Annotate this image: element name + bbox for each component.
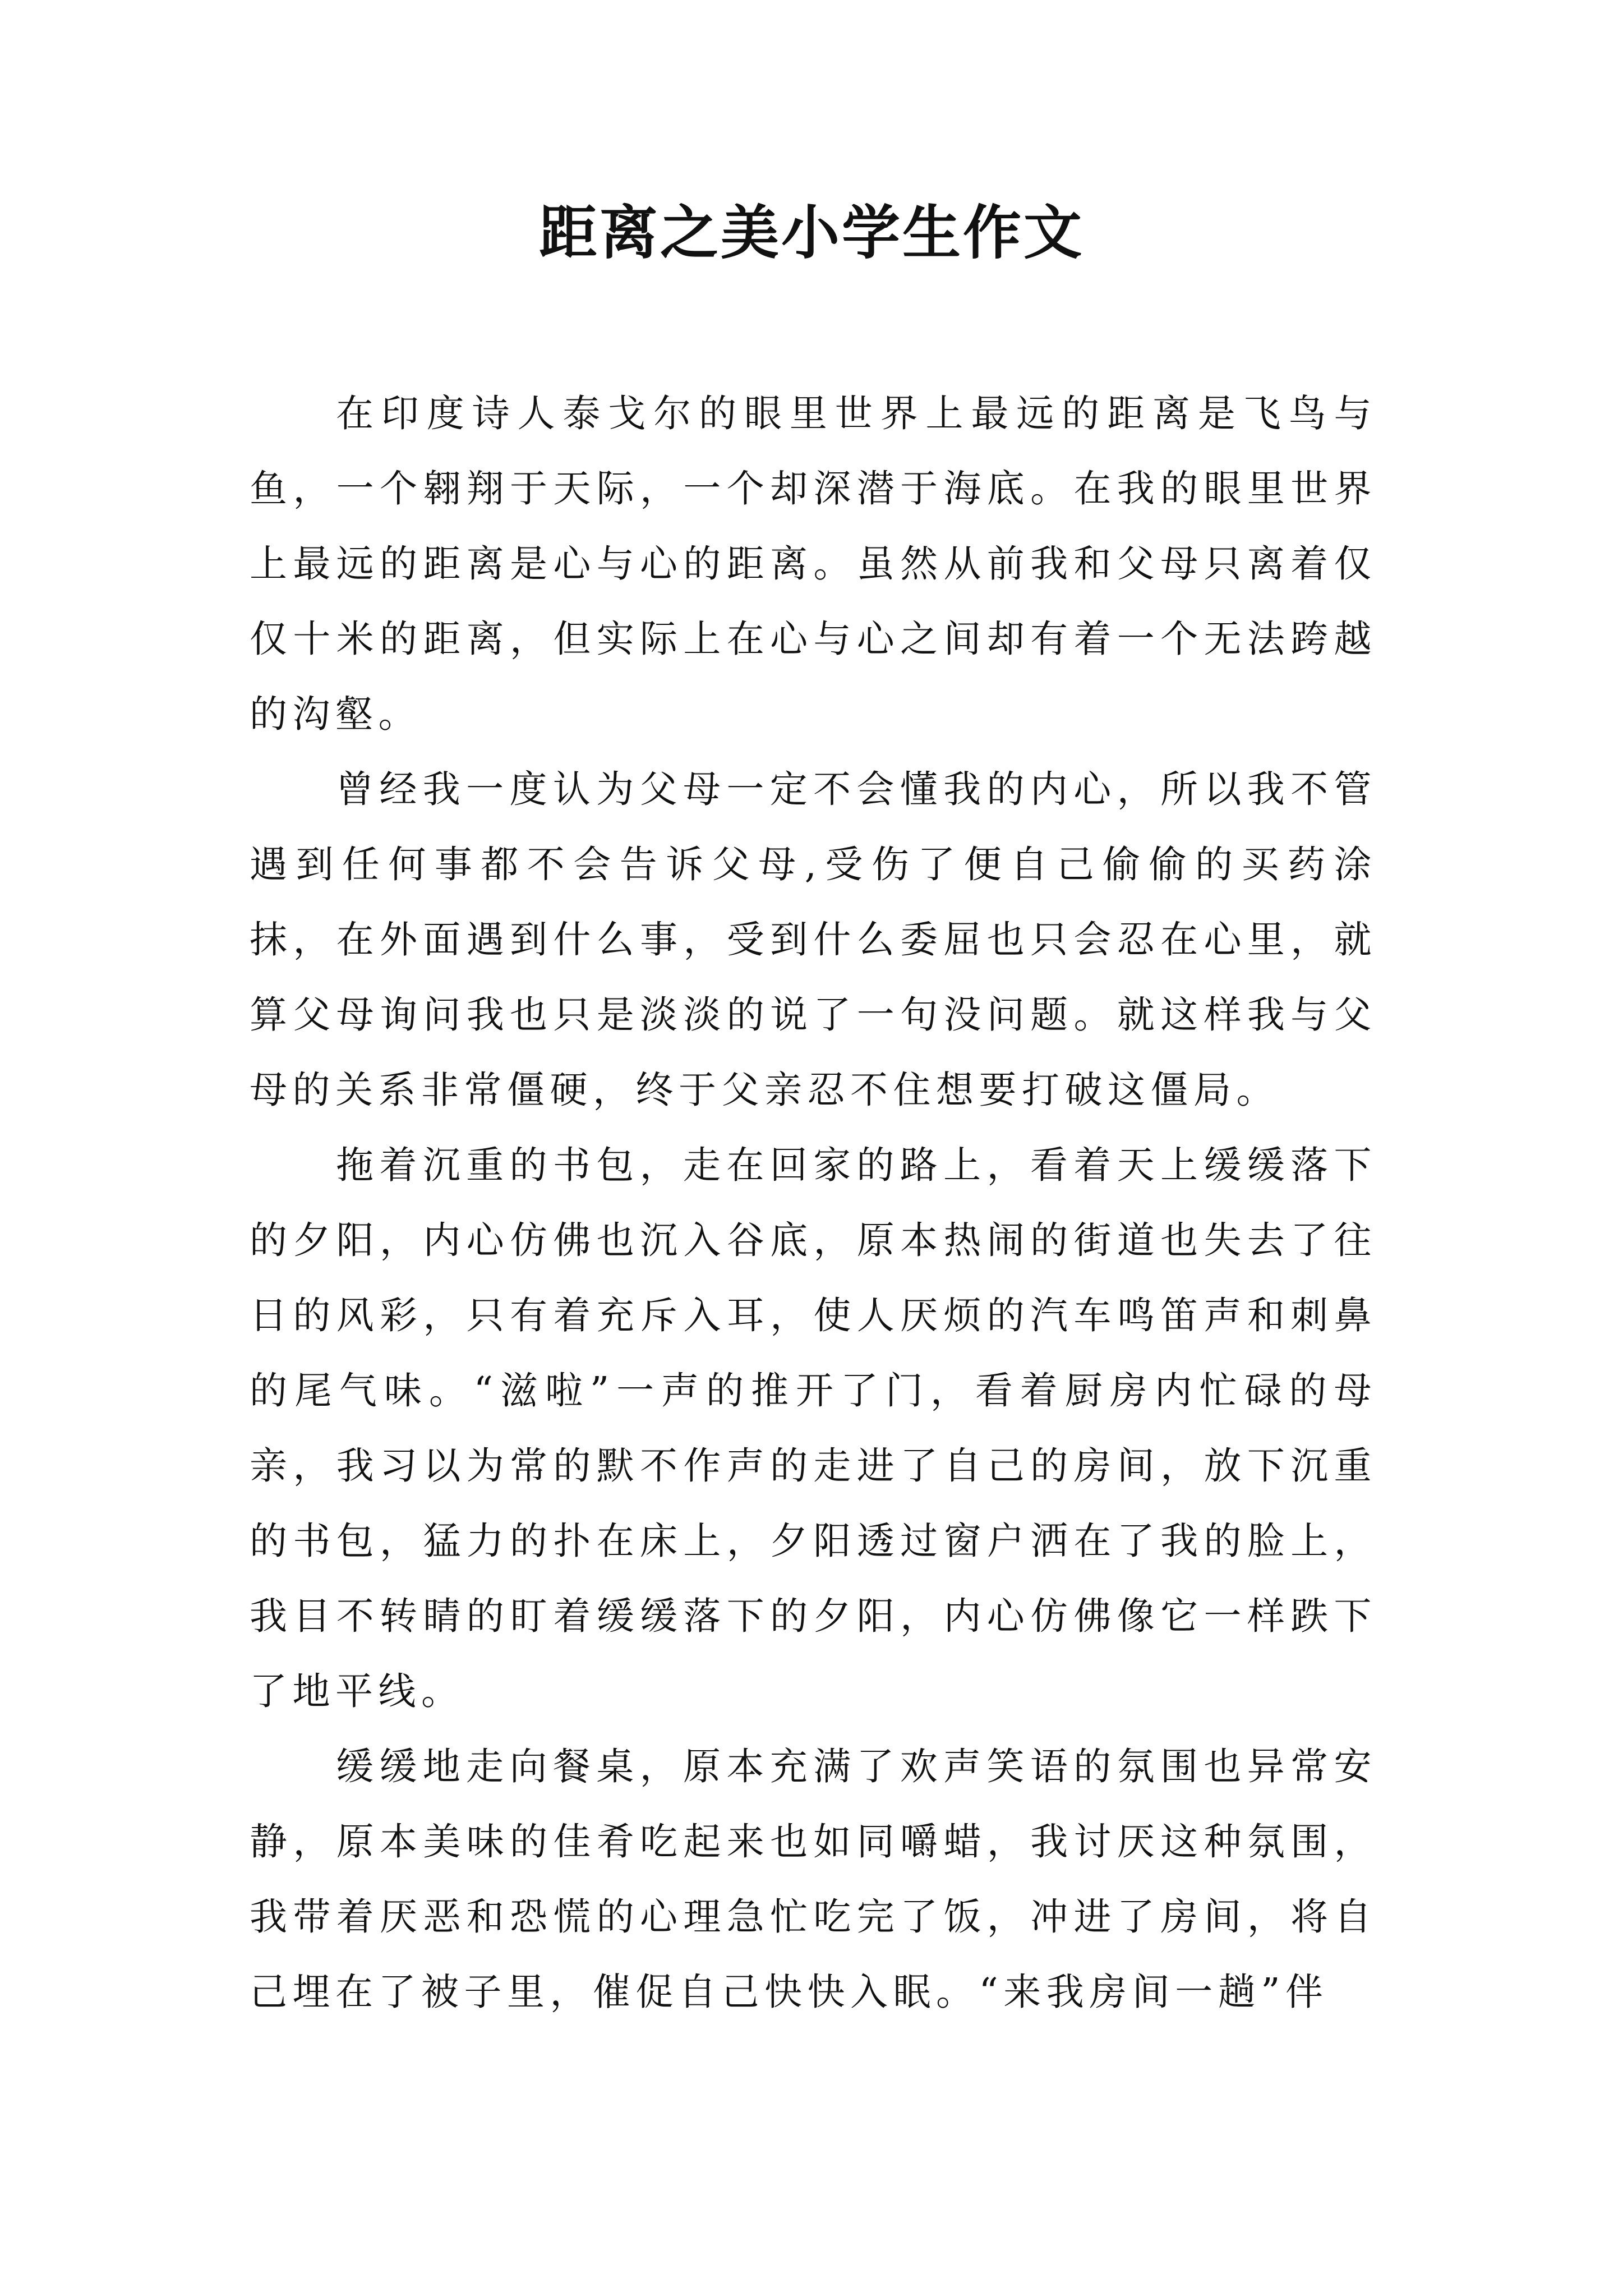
paragraph-3: 拖着沉重的书包，走在回家的路上，看着天上缓缓落下的夕阳，内心仿佛也沉入谷底，原本热闹的街道也失去了往日的风彩，只有着充斥入耳，使人厌烦的汽车鸣笛声和刺鼻的尾气味。“滋啦”一声的推开了门，看着厨房内忙碌的母亲，我习以为常的默不作声的走进了自己的房间，放下沉重的书包，猛力的扑在床上，夕阳透过窗户洒在了我的脸上，我目不转睛的盯着缓缓落下的夕阳，内心仿佛像它一样跌下了地平线。 xyxy=(250,1143,1377,1713)
document-title: 距离之美小学生作文 xyxy=(538,198,1084,267)
document-body xyxy=(250,376,1377,2030)
paragraph-4: 缓缓地走向餐桌，原本充满了欢声笑语的氛围也异常安静，原本美味的佳肴吃起来也如同嚼蜡，我讨厌这种氛围，我带着厌恶和恐慌的心理急忙吃完了饭，冲进了房间，将自己埋在了被子里，催促自己快快入眠。“来我房间一趟”伴 xyxy=(250,1745,1377,2014)
paragraph-1: 在印度诗人泰戈尔的眼里世界上最远的距离是飞鸟与鱼，一个翱翔于天际，一个却深潜于海底。在我的眼里世界上最远的距离是心与心的距离。虽然从前我和父母只离着仅仅十米的距离，但实际上在心与心之间却有着一个无法跨越的沟壑。 xyxy=(250,392,1377,736)
paragraph-2: 曾经我一度认为父母一定不会懂我的内心，所以我不管遇到任何事都不会告诉父母,受伤了便自己偷偷的买药涂抹，在外面遇到什么事，受到什么委屈也只会忍在心里，就算父母询问我也只是淡淡的说了一句没问题。就这样我与父母的关系非常僵硬，终于父亲忍不住想要打破这僵局。 xyxy=(250,767,1377,1112)
